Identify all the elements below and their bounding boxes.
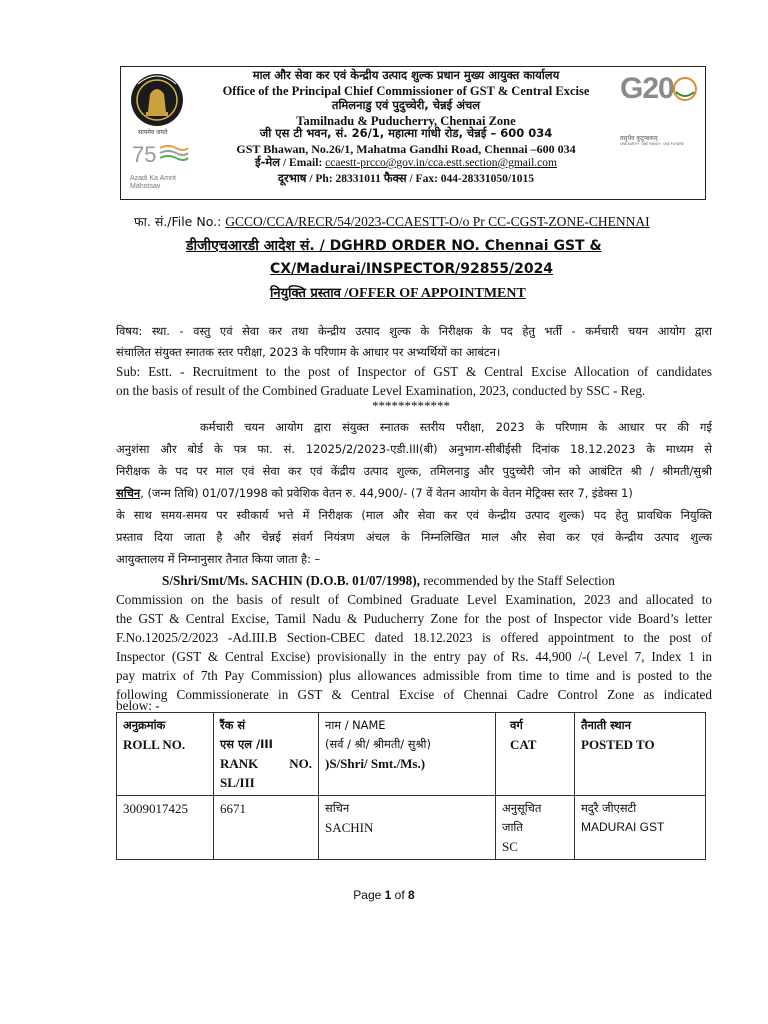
header-rank-hindi-sl: एस एल /III — [220, 737, 273, 751]
zone-english: Tamilnadu & Puducherry, Chennai Zone — [296, 114, 516, 128]
english-para-line6: pay matrix of 7th Pay Commission) plus allowances admissible from time to time and is posted to the — [116, 668, 712, 683]
subject-hindi-line2: संचालित संयुक्त स्नातक स्तर परीक्षा, 2023 के परिणाम के आधार पर अभ्यर्थियों का आबंटन। — [116, 345, 501, 359]
header-name-english: )S/Shri/ Smt./Ms.) — [325, 756, 426, 771]
cell-cat-hindi-2: जाति — [502, 820, 523, 834]
english-para-line2: Commission on the basis of result of Combined Graduate Level Examination, 2023 and allocated to — [116, 592, 712, 607]
offer-title-hindi: नियुक्ति प्रस्ताव — [270, 286, 341, 301]
hindi-para-line6: प्रस्ताव दिया जाता है और चेन्नई संवर्ग नियंत्रण अंचल के निम्नलिखित माल और सेवा कर एवं केन्द्रीय उत्पाद शुल्क — [116, 530, 712, 544]
header-cat-english: CAT — [510, 737, 537, 752]
cell-cat-hindi-1: अनुसूचित — [502, 801, 542, 815]
offer-title — [270, 283, 526, 302]
header-category — [496, 713, 575, 796]
header-name — [319, 713, 496, 796]
office-title-english: Office of the Principal Chief Commissioner of GST & Central Excise — [222, 84, 590, 98]
order-number-line2: CX/Madurai/INSPECTOR/92855/2024 — [270, 261, 554, 277]
hindi-para-line5: के साथ समय-समय पर स्वीकार्य भत्ते में निरीक्षक (माल और सेवा कर एवं केन्द्रीय उत्पाद शुल्क) पद हेतु प्रावधिक नियुक्ति — [116, 508, 712, 522]
hindi-name: सचिन — [116, 486, 141, 500]
office-title-hindi: माल और सेवा कर एवं केन्द्रीय उत्पाद शुल्क प्रधान मुख्य आयुक्त कार्यालय — [252, 68, 560, 82]
g20-logo — [620, 72, 698, 152]
offer-title-english: /OFFER OF APPOINTMENT — [340, 286, 526, 301]
table-header-row — [117, 713, 706, 796]
hindi-para-line4-text: (जन्म तिथि) 01/07/1998 को प्रवेशिक वेतन रु. 44,900/- (7 वें वेतन आयोग के वेतन मेट्रिक्स स्तर 7, इंडेक्स 1) — [147, 486, 633, 500]
phone-number: / Ph: 28331011 — [306, 173, 384, 185]
fax-label-hindi: फैक्स — [383, 171, 407, 185]
cell-cat-english: SC — [502, 839, 518, 854]
header-rank-english-no: NO. — [289, 756, 312, 771]
subject-english-line1: Sub: Estt. - Recruitment to the post of Inspector of GST & Central Excise Allocation of candidates — [116, 364, 712, 379]
azadi-ka-amrit-mahotsav-logo — [130, 140, 190, 188]
cell-roll-no: 3009017425 — [117, 796, 214, 860]
email-label-english: / Email: — [280, 157, 326, 169]
header-posted-hindi: तैनाती स्थान — [581, 718, 631, 732]
email-label-hindi: ई-मेल — [255, 155, 281, 169]
header-rank-english-rank: RANK — [220, 756, 259, 771]
g20-text: G20 — [620, 72, 674, 105]
header-rank-english — [220, 754, 312, 773]
zone-hindi: तमिलनाडु एवं पुदुच्चेरी, चेन्नई अंचल — [331, 98, 481, 112]
cell-name-hindi: सचिन — [325, 801, 350, 815]
header-name-salutation-hindi: (सर्व / श्री/ श्रीमती/ सुश्री) — [325, 737, 431, 751]
phone-label-hindi: दूरभाष — [277, 171, 307, 185]
hindi-para-line4: सचिन, (जन्म तिथि) 01/07/1998 को प्रवेशिक वेतन रु. 44,900/- (7 वें वेतन आयोग के वेतन मेट्रिक्स स्तर 7, इंडेक्स 1) — [116, 486, 633, 500]
cell-posted-to — [575, 796, 706, 860]
cell-category — [496, 796, 575, 860]
hindi-para-line3: निरीक्षक के पद पर माल एवं सेवा कर एवं केंद्रीय उत्पाद शुल्क, तमिलनाडु और पुदुच्चेरी जोन को आबंटित श्री / श्रीमती/सुश्री — [116, 464, 712, 478]
english-para-line7: following Commissionerate in GST & Central Excise of Chennai Cadre Control Zone as indicated — [116, 687, 712, 702]
appointment-table — [116, 712, 706, 860]
hindi-para-line7: आयुक्तालय में निम्नानुसार तैनात किया जाता है: – — [116, 552, 321, 566]
page-of: of — [391, 888, 409, 902]
header-rank-hindi: रैंक सं — [220, 718, 246, 732]
header-cat-hindi: वर्ग — [510, 718, 523, 732]
page-total: 8 — [408, 888, 415, 902]
english-para-line1 — [162, 571, 712, 590]
header-posted-to — [575, 713, 706, 796]
cell-posted-hindi: मदुरै जीएसटी — [581, 801, 637, 815]
hindi-para-line2: अनुशंसा और बोर्ड के पत्र फा. सं. 12025/2/2023-एडी.III(बी) अनुभाग-सीबीईसी दिनांक 18.12.2023 के माध्यम से — [116, 442, 712, 456]
separator-stars: ************ — [372, 398, 450, 413]
file-number-value: GCCO/CCA/RECR/54/2023-CCAESTT-O/o Pr CC-CGST-ZONE-CHENNAI — [225, 214, 650, 229]
subject-hindi-line1: विषय: स्था. - वस्तु एवं सेवा कर तथा केन्द्रीय उत्पाद शुल्क के निरीक्षक के पद हेतु भर्ती - कर्मचारी चयन आयोग द्वारा — [116, 324, 712, 338]
svg-text:75: 75 — [132, 142, 157, 167]
page-prefix: Page — [353, 888, 385, 902]
header-roll-no — [117, 713, 214, 796]
english-para-line3: the GST & Central Excise, Tamil Nadu & Puducherry Zone for the post of Inspector vide Board’s letter — [116, 611, 712, 626]
g20-tagline: वसुधैव कुटुम्बकम् — [620, 135, 658, 142]
email-line — [196, 155, 616, 170]
phone-fax-line — [196, 171, 616, 186]
email-link[interactable]: ccaestt-prcco@gov.in/cca.estt.section@gmail.com — [325, 157, 557, 169]
english-para-line1-rest: recommended by the Staff Selection — [419, 573, 615, 588]
page-current: 1 — [384, 888, 392, 902]
candidate-lead: S/Shri/Smt/Ms. SACHIN (D.O.B. 01/07/1998), — [162, 573, 420, 588]
header-posted-english: POSTED TO — [581, 737, 655, 752]
order-number-line1: डीजीएचआरडी आदेश सं. / DGHRD ORDER NO. Chennai GST & — [186, 238, 602, 254]
fax-number: / Fax: 044-28331050/1015 — [406, 173, 535, 185]
azadi-text: Azadi Ka Amrit Mahotsav — [130, 175, 176, 190]
file-number — [134, 213, 650, 230]
emblem-caption: सत्यमेव जयते — [138, 129, 168, 136]
header-rank-no — [214, 713, 319, 796]
file-number-label: फा. सं./File No.: — [134, 214, 226, 229]
header-roll-english: ROLL NO. — [123, 737, 186, 752]
header-rank-english-sl: SL/III — [220, 775, 255, 790]
cell-name-english: SACHIN — [325, 820, 374, 835]
table-row — [117, 796, 706, 860]
english-para-line4: F.No.12025/2/2023 -Ad.III.B Section-CBEC dated 18.12.2023 is offered appointment to the post of — [116, 630, 712, 645]
hindi-para-line1: कर्मचारी चयन आयोग द्वारा संयुक्त स्नातक स्तरीय परीक्षा, 2023 के परिणाम के आधार पर की गई — [200, 420, 712, 434]
cell-posted-english: MADURAI GST — [581, 820, 665, 834]
g20-tagline-en: ONE EARTH · ONE FAMILY · ONE FUTURE — [620, 142, 684, 146]
english-para-line5: Inspector (GST & Central Excise) provisionally in the entry pay of Rs. 44,900 /-( Level 7, Index 1 in — [116, 649, 712, 664]
address-hindi: जी एस टी भवन, सं. 26/1, महात्मा गांधी रोड, चेन्नई – 600 034 — [259, 126, 553, 140]
cell-rank-no: 6671 — [214, 796, 319, 860]
page-number — [0, 888, 768, 902]
header-roll-hindi: अनुक्रमांक — [123, 718, 166, 732]
address-english: GST Bhawan, No.26/1, Mahatma Gandhi Road, Chennai –600 034 — [236, 142, 576, 156]
header-name-hindi: नाम / NAME — [325, 718, 386, 732]
english-para-line8: below: - — [116, 698, 160, 713]
cell-name — [319, 796, 496, 860]
subject-english-line2: on the basis of result of the Combined Graduate Level Examination, 2023, conducted by SSC - Reg. — [116, 383, 646, 398]
